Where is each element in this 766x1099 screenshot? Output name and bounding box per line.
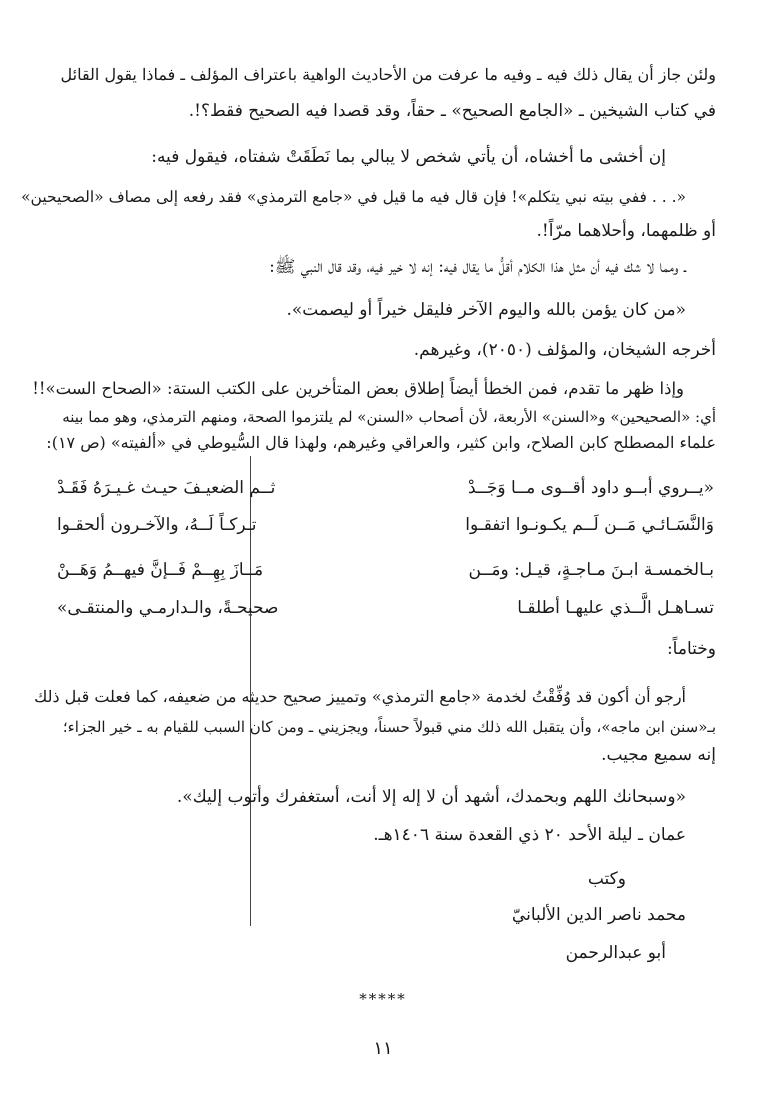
verse-right: وَالنَّسَـائـي مَــن لَــم يكـونـوا اتفقـوا [465,515,714,535]
paragraph-line: أي: «الصحيحين» و«السنن» الأربعة، لأن أصحاب «السنن» لم يلتزموا الصحة، ومنهم الترمذي، وهو مما بينه [62,408,716,426]
section-heading: وختاماً: [666,639,716,659]
verse-right: بـالخمسـة ابـنَ مـاجـةٍ، قيـل: ومَــن [468,560,714,580]
signature-kunya: أبو عبدالرحمن [565,943,666,963]
verse-right: «يــروي أبــو داود أقــوى مــا وَجَــدْ [467,478,714,498]
quote-line: «وسبحانك اللهم وبحمدك، أشهد أن لا إله إلا أنت، أستغفرك وأتوب إليك». [176,787,686,807]
paragraph-line: بـ«سنن ابن ماجه»، وأن يتقبل الله ذلك مني قبولاً حسناً، ويجزيني ـ ومن كان السبب للقيام به ـ خير الجزاء؛ [62,718,716,736]
verse-right: تسـاهـل الَّــذي عليهـا أطلقـا [517,598,714,618]
paragraph-line: «. . . ففي بيته نبي يتكلم»! فإن قال فيه ما قيل في «جامع الترمذي» فقد رفعه إلى مصاف «الصحيحين» [21,188,686,206]
paragraph-line: ـ ومما لا شك فيه أن مثل هذا الكلام أقلُّ ما يقال فيه: إنه لا خير فيه، وقد قال النبي ﷺ: [269,257,686,277]
verse-left: مَــازَ بِهِــمْ فَــإنَّ فيهــمُ وَهَــنْ [57,560,264,580]
separator-stars: ***** [359,990,407,1008]
paragraph-line: إن أخشى ما أخشاه، أن يأتي شخص لا يبالي بما نَطَقَتْ شفتاه، فيقول فيه: [151,147,666,167]
verse-left: ثــم الضعيـفَ حيـث غـيـرَهُ فَقَـدْ [57,478,276,498]
paragraph-line: أرجو أن أكون قد وُفِّقْتُ لخدمة «جامع الترمذي» وتمييز صحيح حديثه من ضعيفه، كما فعلت قبل ذلك [34,687,686,706]
verse-left: تـركـاً لَــهُ، والآخـرون ألحقـوا [57,515,257,535]
paragraph-line: أو ظلمهما، وأحلاهما مرّاً!. [536,221,716,241]
paragraph-line: وإذا ظهر ما تقدم، فمن الخطأ أيضاً إطلاق بعض المتأخرين على الكتب الستة: «الصحاح الست»!! [32,379,684,398]
paragraph-line: ولئن جاز أن يقال ذلك فيه ـ وفيه ما عرفت من الأحاديث الواهية باعتراف المؤلف ـ فماذا يقول القائل [60,65,716,84]
signature-wrote: وكتب [587,869,626,889]
signature-name: محمد ناصر الدين الألبانيّ [511,905,686,925]
paragraph-line: أخرجه الشيخان، والمؤلف (٢٠٥٠)، وغيرهم. [413,340,716,360]
page-number: ١١ [373,1038,393,1059]
paragraph-line: في كتاب الشيخين ـ «الجامع الصحيح» ـ حقاً، وقد قصدا فيه الصحيح فقط؟!. [188,101,716,121]
verse-left: صحيحـةً، والـدارمـي والمنتقـى» [57,598,279,618]
date-line: عمان ـ ليلة الأحد ٢٠ ذي القعدة سنة ١٤٠٦هـ. [373,825,686,845]
paragraph-line: علماء المصطلح كابن الصلاح، وابن كثير، والعراقي وغيرهم، ولهذا قال السُّيوطي في «ألفيته» (ص ١٧): [46,433,716,452]
paragraph-line: إنه سميع مجيب. [601,745,716,765]
quote-line: «من كان يؤمن بالله واليوم الآخر فليقل خيراً أو ليصمت». [286,300,686,320]
